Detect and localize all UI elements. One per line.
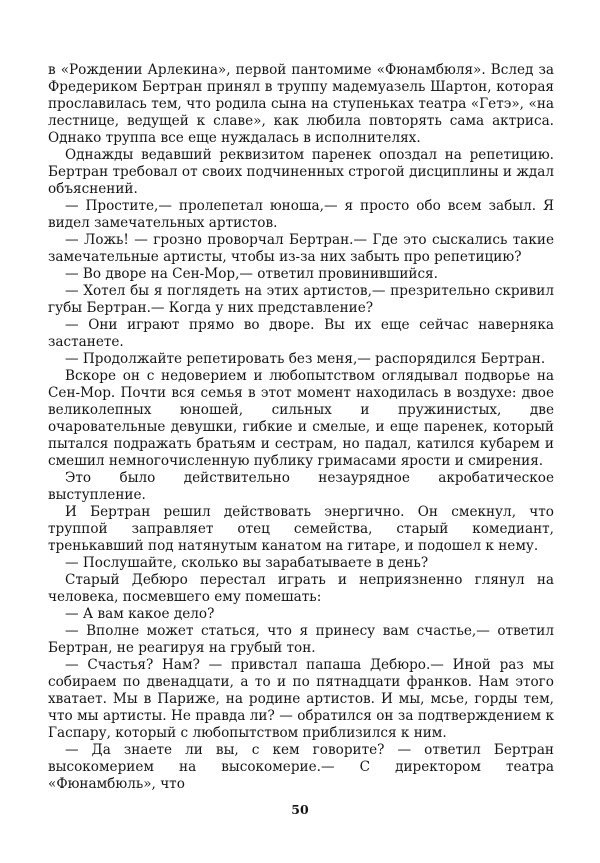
paragraph-16: — Счастья? Нам? — привстал папаша Дебюро.— Иной раз мы собираем по двенадцати, а то и по пятнадцати франков. Нам этого хватает. Мы в Париже, на родине артистов. И мы, мсье, горды тем, что мы артисты. Не правда ли? — обратился он за подтверждением к Гаспару, который с любопытством приблизился к ним. <box>48 657 554 741</box>
paragraph-2: Однажды ведавший реквизитом паренек опоздал на репетицию. Бертран требовал от своих подчиненных строгой дисциплины и ждал объяснений. <box>48 147 554 197</box>
paragraph-11: И Бертран решил действовать энергично. Он смекнул, что труппой заправляет отец семейства, старый комедиант, тренькавший под натянутым канатом на гитаре, и подошел к нему. <box>48 504 554 554</box>
paragraph-5: — Во дворе на Сен-Мор,— ответил провинившийся. <box>65 266 438 282</box>
paragraph-12: — Послушайте, сколько вы зарабатываете в день? <box>65 555 429 571</box>
paragraph-8: — Продолжайте репетировать без меня,— распорядился Бертран. <box>65 351 546 367</box>
paragraph-3: — Простите,— пролепетал юноша,— я просто обо всем забыл. Я видел замечательных артистов. <box>48 198 554 231</box>
paragraph-17: — Да знаете ли вы, с кем говорите? — ответил Бертран высокомерием на высокомерие.— С директором театра «Фюнамбюль», что <box>48 742 554 792</box>
paragraph-13: Старый Дебюро перестал играть и неприязненно глянул на человека, посмевшего ему помешать: <box>48 572 554 605</box>
page-text-body <box>48 62 554 793</box>
paragraph-14: — А вам какое дело? <box>65 606 215 622</box>
paragraph-7: — Они играют прямо во дворе. Вы их еще сейчас наверняка застанете. <box>48 317 554 350</box>
paragraph-9: Вскоре он с недоверием и любопытством оглядывал подворье на Сен-Мор. Почти вся семья в этот момент находилась в воздухе: двое великолепных юношей, сильных и пружинистых, две очаровательные девушки, гибкие и смелые, и еще паренек, который пытался подражать братьям и сестрам, но падал, катился кубарем и смешил немногочисленную публику гримасами ярости и смирения. <box>48 368 554 469</box>
paragraph-15: — Вполне может статься, что я принесу вам счастье,— ответил Бертран, не реагируя на грубый тон. <box>48 623 554 656</box>
paragraph-4: — Ложь! — грозно проворчал Бертран.— Где это сыскались такие замечательные артисты, чтобы из-за них забыть про репетицию? <box>48 232 554 265</box>
page-number: 50 <box>291 802 309 817</box>
paragraph-1: в «Рождении Арлекина», первой пантомиме «Фюнамбюля». Вслед за Фредериком Бертран принял в труппу мадемуазель Шартон, которая прославилась тем, что родила сына на ступеньках театра «Гетэ», «на лестнице, ведущей к славе», как любила повторять сама актриса. Однако труппа все еще нуждалась в исполнителях. <box>48 62 554 146</box>
paragraph-6: — Хотел бы я поглядеть на этих артистов,— презрительно скривил губы Бертран.— Когда у них представление? <box>48 283 554 316</box>
paragraph-10: Это было действительно незаурядное акробатическое выступление. <box>48 470 554 503</box>
